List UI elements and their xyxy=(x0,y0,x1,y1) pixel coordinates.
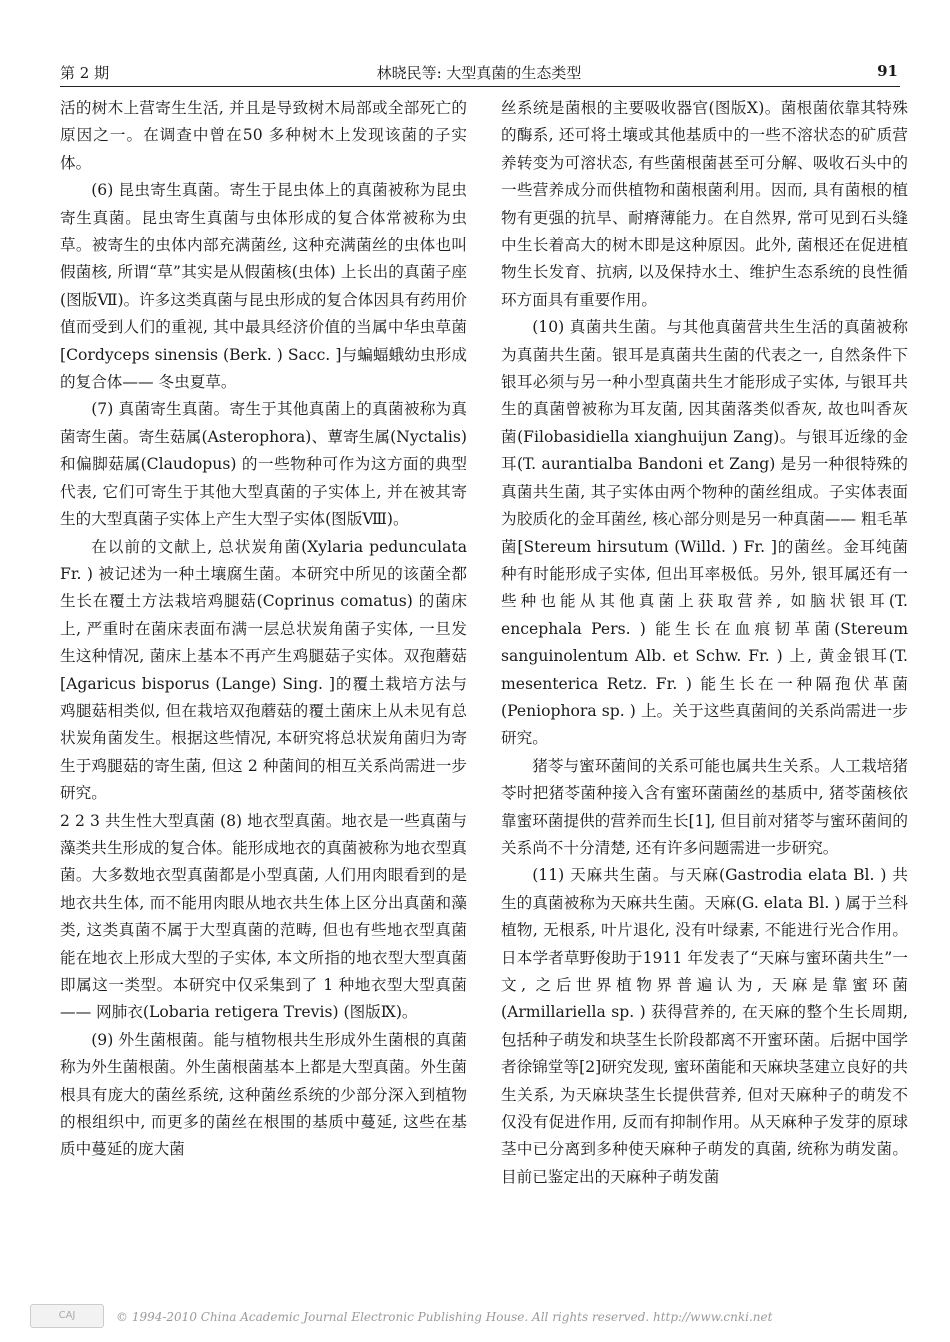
right-column xyxy=(501,95,908,1191)
paragraph: 2 2 3 共生性大型真菌 (8) 地衣型真菌。地衣是一些真菌与藻类共生形成的复合体。能形成地衣的真菌被称为地衣型真菌。大多数地衣型真菌都是小型真菌, 人们用肉眼看到的是地衣共生体, 而不能用肉眼从地衣共生体上区分出真菌和藻类, 这类真菌不属于大型真菌的范畴, 但也有些地衣型真菌能在地衣上形成大型的子实体, 本文所指的地衣型大型真菌即属这一类型。本研究中仅采集到了 1 种地衣型大型真菌—— 网肺衣(Lobaria retigera Trevis) (图版Ⅸ)。 xyxy=(60,811,467,1022)
paragraph: 猪苓与蜜环菌间的关系可能也属共生关系。人工栽培猪苓时把猪苓菌种接入含有蜜环菌菌丝的基质中, 猪苓菌核依靠蜜环菌提供的营养而生长[1], 但目前对猪苓与蜜环菌间的关系尚不十分清楚, 还有许多问题需进一步研究。 xyxy=(501,756,908,857)
paragraph: 丝系统是菌根的主要吸收器官(图版Ⅹ)。菌根菌依靠其特殊的酶系, 还可将土壤或其他基质中的一些不溶状态的矿质营养转变为可溶状态, 有些菌根菌甚至可分解、吸收石头中的一些营养成分而供植物和菌根菌利用。因而, 具有菌根的植物有更强的抗旱、耐瘠薄能力。在自然界, 常可见到石头缝中生长着高大的树木即是这种原因。此外, 菌根还在促进植物生长发育、抗病, 以及保持水土、维护生态系统的良性循环方面具有重要作用。 xyxy=(501,99,908,309)
paragraph: (10) 真菌共生菌。与其他真菌营共生生活的真菌被称为真菌共生菌。银耳是真菌共生菌的代表之一, 自然条件下银耳必须与另一种小型真菌共生才能形成子实体, 与银耳共生的真菌曾被称为耳友菌, 因其菌落类似香灰, 故也叫香灰菌(Filobasidiella xianghuijun Zang)。与银耳近缘的金耳(T. aurantialba Bandoni et Zang) 是另一种很特殊的真菌共生菌, 其子实体由两个物种的菌丝组成。子实体表面为胶质化的金耳菌丝, 核心部分则是另一种真菌—— 粗毛革菌[Stereum hirsutum (Willd. ) Fr. ]的菌丝。金耳纯菌种有时能形成子实体, 但出耳率极低。另外, 银耳属还有一些种也能从其他真菌上获取营养, 如脑状银耳(T. encephala Pers. ) 能生长在血痕韧革菌(Stereum sanguinolentum Alb. et Schw. Fr. ) 上, 黄金银耳(T. mesenterica Retz. Fr. ) 能生长在一种隔孢伏革菌(Peniophora sp. ) 上。关于这些真菌间的关系尚需进一步研究。 xyxy=(501,318,908,748)
copyright-notice[interactable]: © 1994-2010 China Academic Journal Electronic Publishing House. All rights reserved. http://www.cnki.net xyxy=(116,1310,773,1324)
paragraph: (9) 外生菌根菌。能与植物根共生形成外生菌根的真菌称为外生菌根菌。外生菌根菌基本上都是大型真菌。外生菌根具有庞大的菌丝系统, 这种菌丝系统的少部分深入到植物的根组织中, 而更多的菌丝在根围的基质中蔓延, 这些在基质中蔓延的庞大菌 xyxy=(60,1030,467,1159)
paragraph: (11) 天麻共生菌。与天麻(Gastrodia elata Bl. ) 共生的真菌被称为天麻共生菌。天麻(G. elata Bl. ) 属于兰科植物, 无根系, 叶片退化, 没有叶绿素, 不能进行光合作用。日本学者草野俊助于1911 年发表了“天麻与蜜环菌共生”一文, 之后世界植物界普遍认为, 天麻是靠蜜环菌(Armillariella sp. ) 获得营养的, 在天麻的整个生长周期, 包括种子萌发和块茎生长阶段都离不开蜜环菌。后据中国学者徐锦堂等[2]研究发现, 蜜环菌能和天麻块茎建立良好的共生关系, 为天麻块茎生长提供营养, 但对天麻种子的萌发不仅没有促进作用, 反而有抑制作用。从天麻种子发芽的原球茎中已分离到多种使天麻种子萌发的真菌, 统称为萌发菌。目前已鉴定出的天麻种子萌发菌 xyxy=(501,866,908,1186)
page-number: 91 xyxy=(877,62,898,80)
paragraph: 活的树木上营寄生生活, 并且是导致树木局部或全部死亡的原因之一。在调查中曾在50 多种树木上发现该菌的子实体。 xyxy=(60,99,467,172)
article-running-title: 林晓民等: 大型真菌的生态类型 xyxy=(376,64,582,82)
paragraph: (6) 昆虫寄生真菌。寄生于昆虫体上的真菌被称为昆虫寄生真菌。昆虫寄生真菌与虫体形成的复合体常被称为虫草。被寄生的虫体内部充满菌丝, 这种充满菌丝的虫体也叫假菌核, 所谓“草”其实是从假菌核(虫体) 上长出的真菌子座(图版Ⅶ)。许多这类真菌与昆虫形成的复合体因具有药用价值而受到人们的重视, 其中最具经济价值的当属中华虫草菌 [Cordyceps sinensis (Berk. ) Sacc. ]与蝙蝠蛾幼虫形成的复合体—— 冬虫夏草。 xyxy=(60,181,467,392)
running-header xyxy=(60,62,898,84)
issue-label: 第 2 期 xyxy=(60,64,110,82)
left-column xyxy=(60,95,467,1164)
paragraph: (7) 真菌寄生真菌。寄生于其他真菌上的真菌被称为真菌寄生菌。寄生菇属(Asterophora)、蕈寄生属(Nyctalis) 和偏脚菇属(Claudopus) 的一些物种可作为这方面的典型代表, 它们可寄生于其他大型真菌的子实体上, 并在被其寄生的大型真菌子实体上产生大型子实体(图版Ⅷ)。 xyxy=(60,400,467,529)
paragraph: 在以前的文献上, 总状炭角菌(Xylaria pedunculata Fr. ) 被记述为一种土壤腐生菌。本研究中所见的该菌全都生长在覆土方法栽培鸡腿菇(Coprinus comatus) 的菌床上, 严重时在菌床表面布满一层总状炭角菌子实体, 一旦发生这种情况, 菌床上基本不再产生鸡腿菇子实体。双孢蘑菇[Agaricus bisporus (Lange) Sing. ]的覆土栽培方法与鸡腿菇相类似, 但在栽培双孢蘑菇的覆土菌床上从未见有总状炭角菌发生。根据这些情况, 本研究将总状炭角菌归为寄生于鸡腿菇的寄生菌, 但这 2 种菌间的相互关系尚需进一步研究。 xyxy=(60,537,467,803)
header-rule xyxy=(60,86,900,87)
cnki-logo-icon: CAJ xyxy=(30,1304,104,1328)
footer xyxy=(0,1302,950,1332)
